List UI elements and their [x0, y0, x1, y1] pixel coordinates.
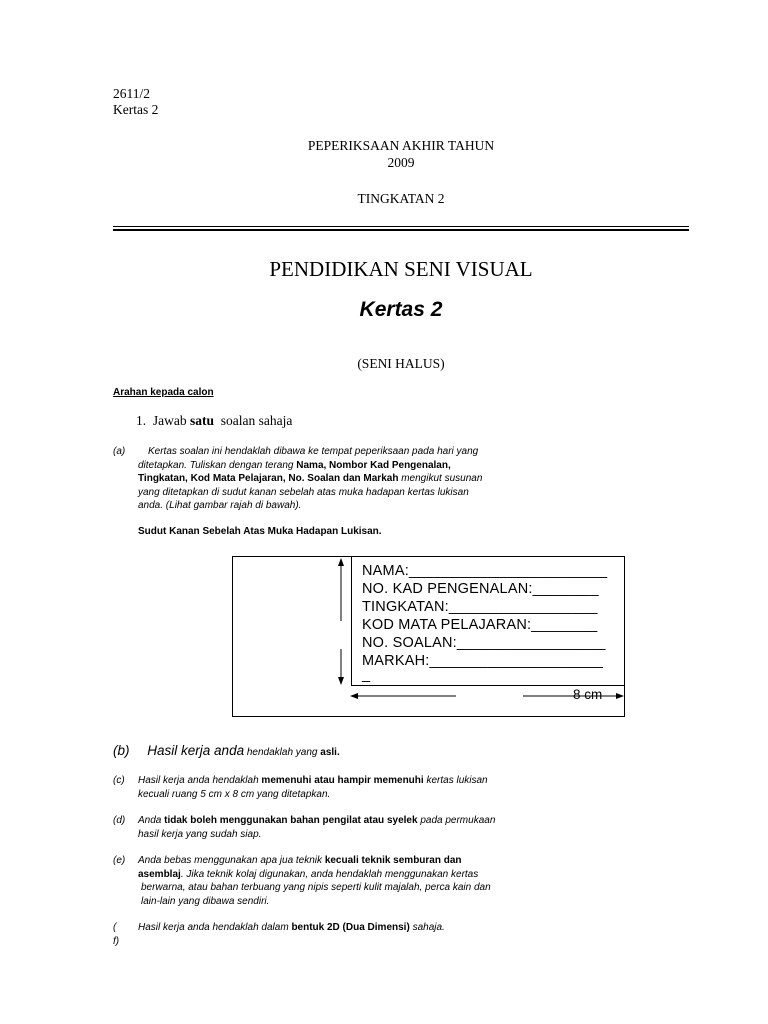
paper-number: Kertas 2: [113, 102, 159, 117]
subject-title: PENDIDIKAN SENI VISUAL: [269, 257, 533, 281]
paper-code: 2611/2: [113, 86, 150, 101]
divider-rule: [113, 226, 689, 227]
field-ic: NO. KAD PENGENALAN:________: [362, 581, 599, 597]
form-level: TINGKATAN 2: [357, 191, 445, 206]
form-diagram: [232, 556, 625, 717]
section-title: (SENI HALUS): [357, 356, 445, 371]
field-tail: _: [362, 667, 371, 683]
divider-rule: [113, 229, 689, 231]
field-nama: NAMA:________________________: [362, 563, 608, 579]
instruction-1-number: 1.: [136, 413, 147, 428]
inner-box-left-edge: [351, 557, 352, 685]
instructions-heading: Arahan kepada calon: [113, 387, 214, 398]
paper-title: Kertas 2: [359, 298, 443, 321]
corner-title: Sudut Kanan Sebelah Atas Muka Hadapan Lukisan.: [138, 526, 382, 537]
exam-year: 2009: [387, 155, 415, 170]
instruction-1: 1. Jawab satu soalan sahaja: [136, 413, 293, 428]
height-arrow: [333, 557, 349, 687]
instruction-b: (b) Hasil kerja anda hendaklah yang asli.: [113, 743, 340, 758]
exam-name: PEPERIKSAAN AKHIR TAHUN: [307, 138, 495, 153]
inner-box-bottom-edge: [351, 685, 624, 686]
field-markah: MARKAH:_____________________: [362, 653, 604, 669]
field-kod: KOD MATA PELAJARAN:________: [362, 617, 598, 633]
width-label: 8 cm: [573, 687, 603, 702]
field-tingkatan: TINGKATAN:__________________: [362, 599, 598, 615]
field-soalan: NO. SOALAN:__________________: [362, 635, 606, 651]
form-fields: [362, 562, 608, 683]
